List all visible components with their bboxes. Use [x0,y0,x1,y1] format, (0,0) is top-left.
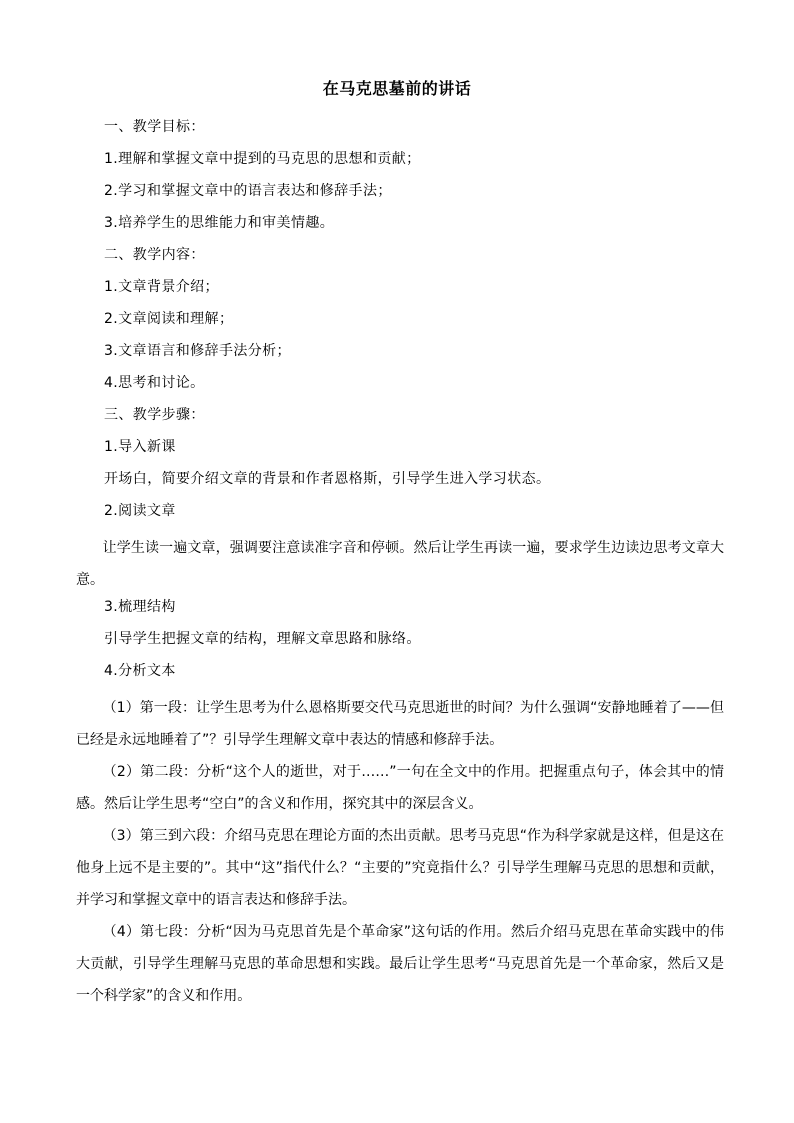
content-item-2: 2.文章阅读和理解； [104,311,234,327]
step-2-title: 2.阅读文章 [104,503,176,519]
step-3-title: 3.梳理结构 [104,599,176,615]
step-1-title: 1.导入新课 [104,439,176,455]
step-1-text: 开场白，简要介绍文章的背景和作者恩格斯，引导学生进入学习状态。 [104,471,551,487]
content-item-4: 4.思考和讨论。 [104,375,205,391]
document-title: 在马克思墓前的讲话 [322,79,472,98]
goal-item-1: 1.理解和掌握文章中提到的马克思的思想和贡献； [104,151,421,167]
content-item-1: 1.文章背景介绍； [104,279,219,295]
analysis-paragraph-1: （1）第一段：让学生思考为什么恩格斯要交代马克思逝世的时间？为什么强调“安静地睡着了——但已经是永远地睡着了”？引导学生理解文章中表达的情感和修辞手法。 [76,700,724,748]
analysis-paragraph-2: （2）第二段：分析“这个人的逝世，对于……”一句在全文中的作用。把握重点句子，体会其中的情感。然后让学生思考“空白”的含义和作用，探究其中的深层含义。 [76,764,724,812]
section-heading-goals: 一、教学目标： [104,119,205,135]
step-3-text: 引导学生把握文章的结构，理解文章思路和脉络。 [104,631,421,647]
content-item-3: 3.文章语言和修辞手法分析； [104,343,291,359]
step-2-text: 让学生读一遍文章，强调要注意读准字音和停顿。然后让学生再读一遍，要求学生边读边思考文章大意。 [76,540,724,588]
step-4-title: 4.分析文本 [104,663,176,679]
analysis-paragraph-3: （3）第三到六段：介绍马克思在理论方面的杰出贡献。思考马克思“作为科学家就是这样，但是这在他身上远不是主要的”。其中“这”指代什么？“主要的”究竟指什么？引导学生理解马克思的思想和贡献，并学习和掌握文章中的语言表达和修辞手法。 [76,828,724,908]
section-heading-steps: 三、教学步骤： [104,407,205,423]
goal-item-3: 3.培养学生的思维能力和审美情趣。 [104,215,335,231]
analysis-paragraph-4: （4）第七段：分析“因为马克思首先是个革命家”这句话的作用。然后介绍马克思在革命实践中的伟大贡献，引导学生理解马克思的革命思想和实践。最后让学生思考“马克思首先是一个革命家，然后又是一个科学家”的含义和作用。 [76,924,724,1004]
document-body [76,116,724,1012]
goal-item-2: 2.学习和掌握文章中的语言表达和修辞手法； [104,183,392,199]
section-heading-contents: 二、教学内容： [104,247,205,263]
